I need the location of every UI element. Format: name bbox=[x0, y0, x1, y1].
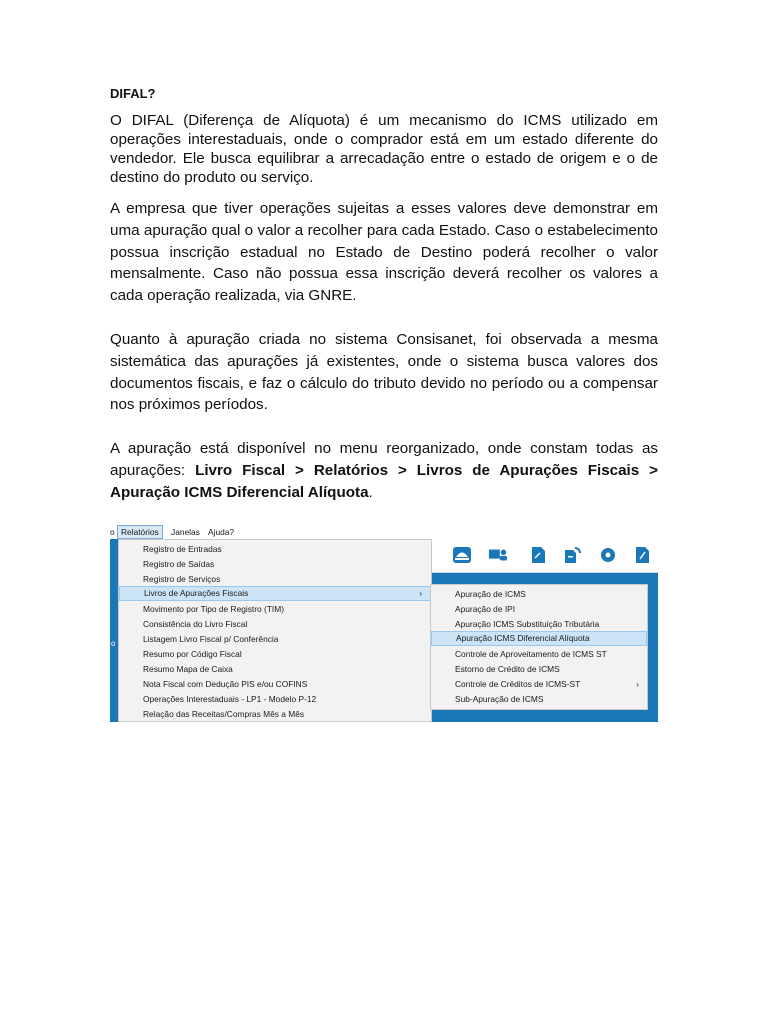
submenu-item-controle-creditos-st-label: Controle de Créditos de ICMS-ST bbox=[455, 679, 581, 689]
menu-item-registro-saidas[interactable]: Registro de Saídas bbox=[143, 559, 215, 569]
submenu-item-controle-aproveitamento[interactable]: Controle de Aproveitamento de ICMS ST bbox=[455, 649, 607, 659]
submenu-item-apuracao-ipi[interactable]: Apuração de IPI bbox=[455, 604, 516, 614]
submenu-item-estorno-credito[interactable]: Estorno de Crédito de ICMS bbox=[455, 664, 560, 674]
menu-item-livros-apuracoes[interactable] bbox=[119, 586, 431, 601]
submenu-item-controle-creditos-st[interactable] bbox=[431, 677, 647, 692]
relatorios-dropdown bbox=[118, 539, 432, 722]
menubar-item-janelas[interactable]: Janelas bbox=[171, 527, 200, 537]
menu-item-registro-servicos[interactable]: Registro de Serviços bbox=[143, 574, 221, 584]
chevron-right-icon: › bbox=[419, 588, 422, 598]
menu-item-consistencia[interactable]: Consistência do Livro Fiscal bbox=[143, 619, 248, 629]
page-heading: DIFAL? bbox=[110, 86, 156, 101]
embedded-menu-screenshot bbox=[110, 524, 658, 722]
menubar-item-relatorios[interactable]: Relatórios bbox=[117, 525, 163, 539]
users-icon[interactable] bbox=[488, 546, 508, 564]
menu-item-nota-fiscal-pis-cofins[interactable]: Nota Fiscal com Dedução PIS e/ou COFINS bbox=[143, 679, 308, 689]
menu-item-operacoes-interestaduais[interactable]: Operações Interestaduais - LP1 - Modelo P-12 bbox=[143, 694, 317, 704]
menu-item-listagem-conferencia[interactable]: Listagem Livro Fiscal p/ Conferência bbox=[143, 634, 279, 644]
apuracoes-submenu bbox=[430, 584, 648, 710]
document-pen-icon[interactable] bbox=[632, 546, 652, 564]
paragraph-system-calculation: Quanto à apuração criada no sistema Consisanet, foi observada a mesma sistemática das apurações já existentes, onde o sistema busca valores dos documentos fiscais, e faz o cálculo do tributo devido no período ou a compensar nos próximos períodos. bbox=[110, 331, 658, 414]
app-left-strip bbox=[110, 539, 118, 722]
chevron-right-icon: › bbox=[636, 679, 639, 689]
document-refresh-icon[interactable] bbox=[562, 546, 582, 564]
settings-icon[interactable] bbox=[598, 546, 618, 564]
app-toolbar bbox=[432, 539, 658, 573]
menu-item-relacao-receitas[interactable]: Relação das Receitas/Compras Mês a Mês bbox=[143, 709, 305, 719]
service-bell-icon[interactable] bbox=[452, 546, 472, 564]
menu-item-resumo-codigo-fiscal[interactable]: Resumo por Código Fiscal bbox=[143, 649, 242, 659]
submenu-item-apuracao-icms-st[interactable]: Apuração ICMS Substituição Tributária bbox=[455, 619, 600, 629]
paragraph-difal-definition: O DIFAL (Diferença de Alíquota) é um mecanismo do ICMS utilizado em operações interestaduais, onde o comprador está em um estado diferente do vendedor. Ele busca equilibrar a arrecadação entre o estado de origem e o de destino do produto ou serviço. bbox=[110, 112, 658, 186]
paragraph-company-obligation: A empresa que tiver operações sujeitas a esses valores deve demonstrar em uma apuração qual o valor a recolher para cada Estado. Caso o estabelecimento possua inscrição estadual no Estado de Destino poderá recolher o valor mensalmente. Caso não possua essa inscrição deverá recolher os valores a cada operação realizada, via GNRE. bbox=[110, 200, 658, 305]
menu-item-resumo-mapa-caixa[interactable]: Resumo Mapa de Caixa bbox=[143, 664, 233, 674]
menu-path-end: . bbox=[368, 483, 373, 501]
app-menubar bbox=[110, 524, 658, 540]
menu-path-intro: A apuração está disponível no menu reorganizado, onde constam todas as apurações: bbox=[110, 440, 658, 479]
menu-item-livros-apuracoes-label: Livros de Apurações Fiscais bbox=[144, 588, 249, 598]
paragraph-menu-path bbox=[110, 438, 658, 503]
menubar-item-ajuda[interactable]: Ajuda? bbox=[208, 527, 235, 537]
document-edit-icon[interactable] bbox=[528, 546, 548, 564]
submenu-item-apuracao-difal[interactable]: Apuração ICMS Diferencial Alíquota bbox=[431, 631, 647, 646]
left-strip-fragment: o bbox=[111, 639, 116, 648]
menu-item-movimento-tim[interactable]: Movimento por Tipo de Registro (TIM) bbox=[143, 604, 285, 614]
submenu-item-apuracao-icms[interactable]: Apuração de ICMS bbox=[455, 589, 526, 599]
menubar-left-fragment: o bbox=[110, 527, 115, 537]
menu-item-registro-entradas[interactable]: Registro de Entradas bbox=[143, 544, 222, 554]
menu-path-bold: Livro Fiscal > Relatórios > Livros de Apurações Fiscais > Apuração ICMS Diferencial Alíquota bbox=[110, 461, 658, 501]
submenu-item-sub-apuracao[interactable]: Sub-Apuração de ICMS bbox=[455, 694, 544, 704]
